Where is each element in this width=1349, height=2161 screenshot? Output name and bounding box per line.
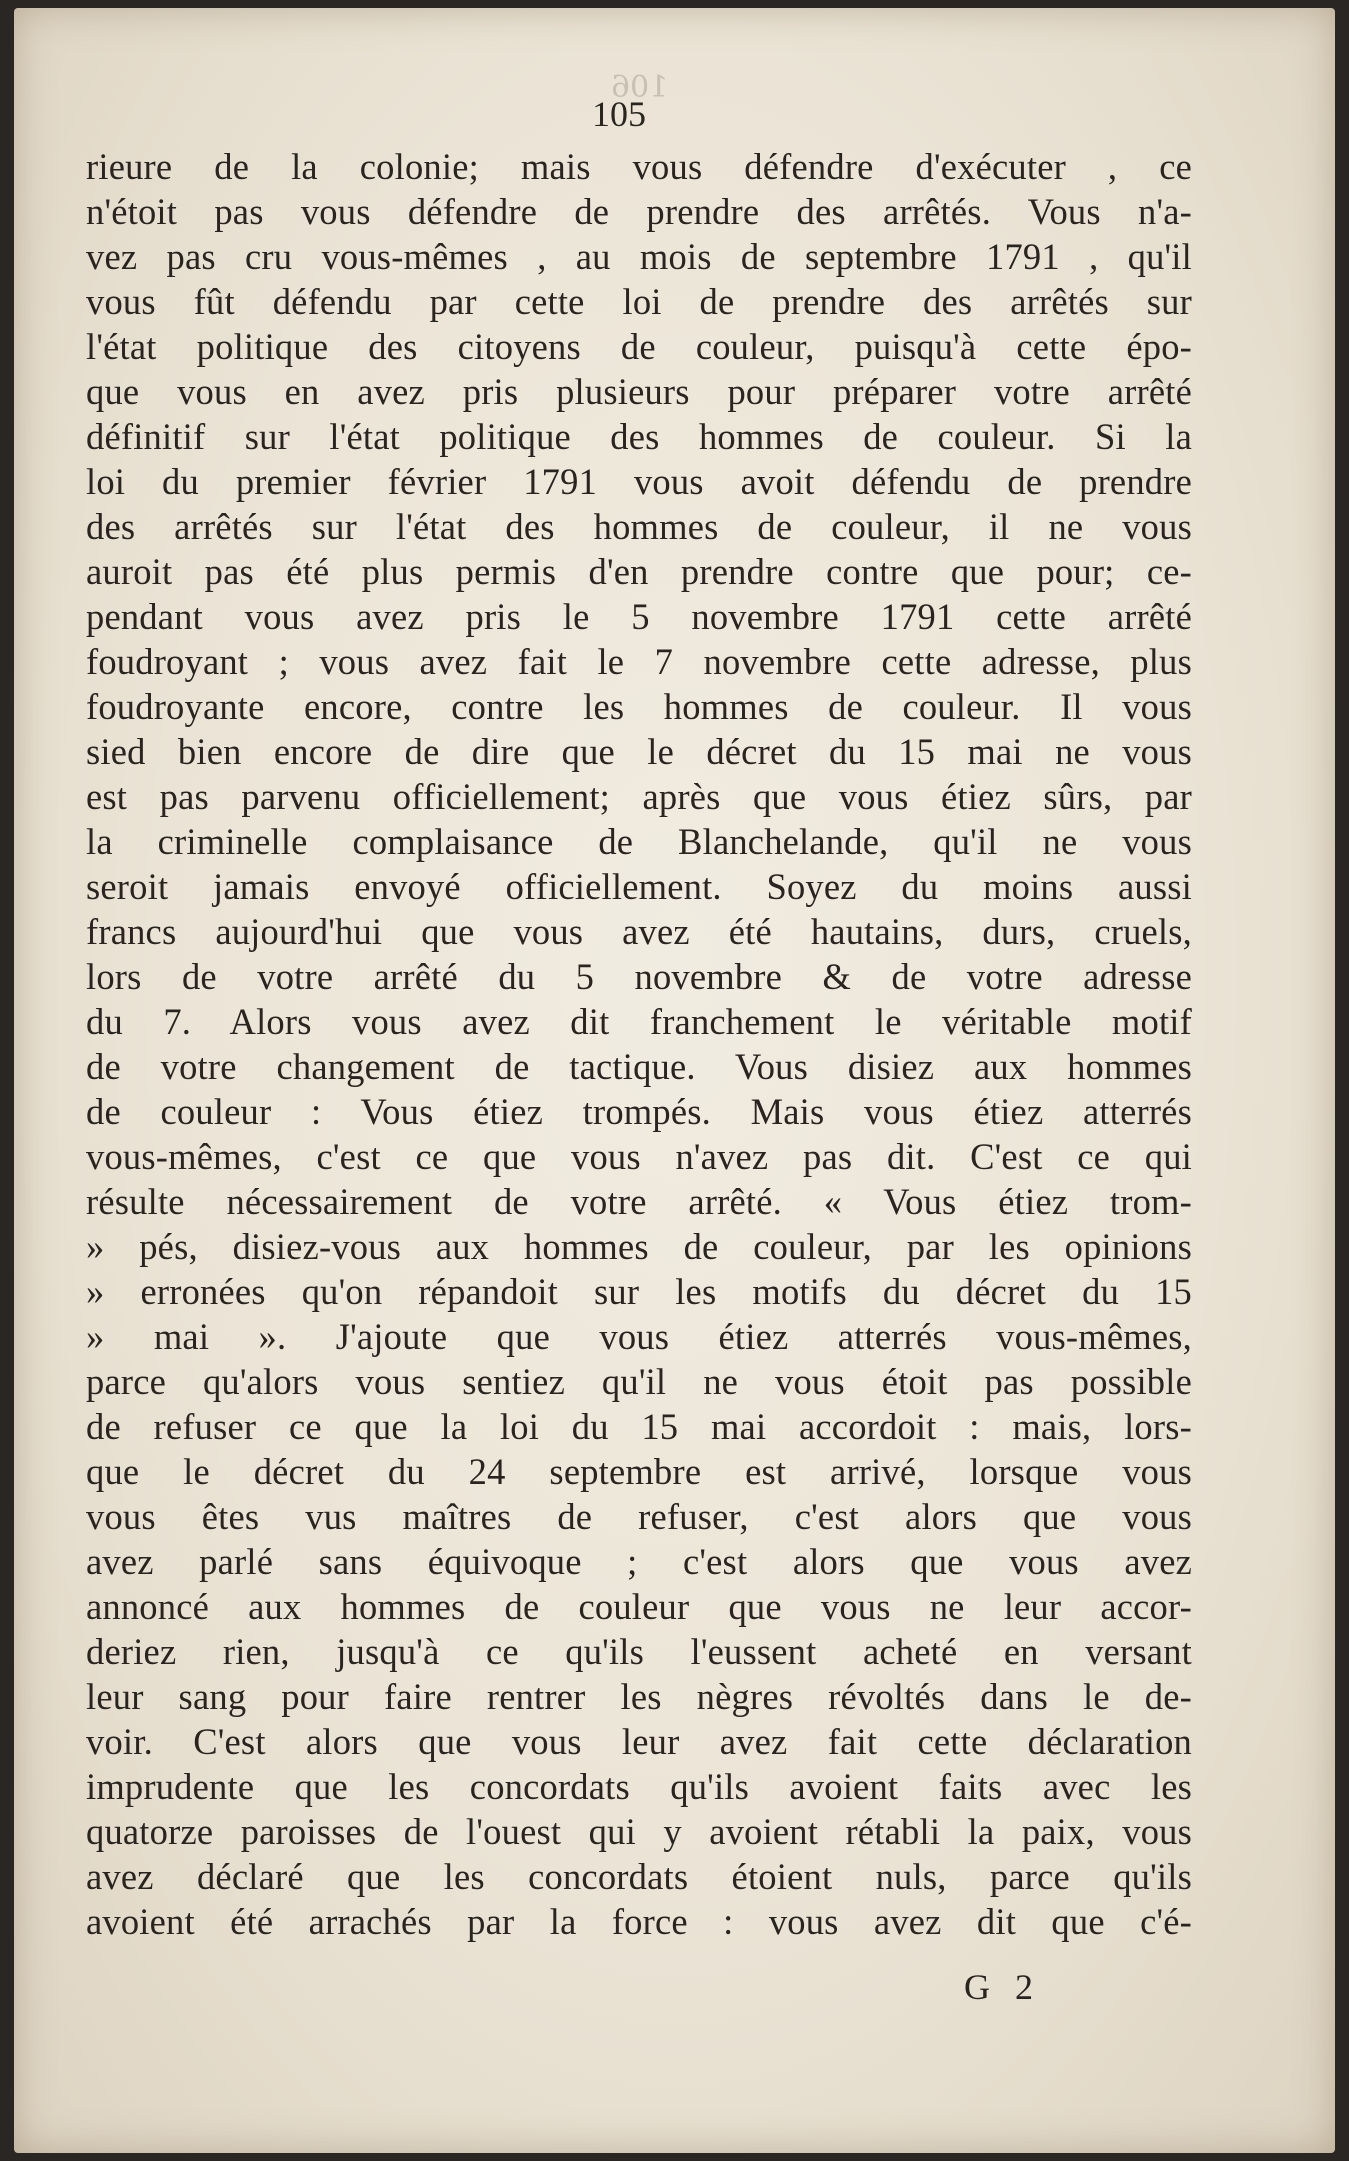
text-line: imprudente que les concordats qu'ils avoient faits avec les <box>86 1766 1192 1807</box>
text-line: annoncé aux hommes de couleur que vous ne leur accor- <box>86 1586 1192 1627</box>
text-line: pendant vous avez pris le 5 novembre 1791 cette arrêté <box>86 596 1192 637</box>
text-line: avez parlé sans équivoque ; c'est alors que vous avez <box>86 1541 1192 1582</box>
text-line: foudroyant ; vous avez fait le 7 novembre cette adresse, plus <box>86 641 1192 682</box>
bleed-through-page-number: 106 <box>611 70 669 105</box>
text-line: auroit pas été plus permis d'en prendre contre que pour; ce- <box>86 551 1192 592</box>
text-line: n'étoit pas vous défendre de prendre des arrêtés. Vous n'a- <box>86 191 1192 232</box>
text-line: est pas parvenu officiellement; après que vous étiez sûrs, par <box>86 776 1192 817</box>
text-line: de votre changement de tactique. Vous disiez aux hommes <box>86 1046 1192 1087</box>
text-line: vous êtes vus maîtres de refuser, c'est alors que vous <box>86 1496 1192 1537</box>
text-line: du 7. Alors vous avez dit franchement le véritable motif <box>86 1001 1192 1042</box>
text-line: sied bien encore de dire que le décret du 15 mai ne vous <box>86 731 1192 772</box>
text-line: vous-mêmes, c'est ce que vous n'avez pas dit. C'est ce qui <box>86 1136 1192 1177</box>
text-line: de couleur : Vous étiez trompés. Mais vous étiez atterrés <box>86 1091 1192 1132</box>
text-line: rieure de la colonie; mais vous défendre d'exécuter , ce <box>86 146 1192 187</box>
text-line: voir. C'est alors que vous leur avez fait cette déclaration <box>86 1721 1192 1762</box>
text-line: » pés, disiez-vous aux hommes de couleur, par les opinions <box>86 1226 1192 1267</box>
text-line: de refuser ce que la loi du 15 mai accordoit : mais, lors- <box>86 1406 1192 1447</box>
text-line: la criminelle complaisance de Blanchelande, qu'il ne vous <box>86 821 1192 862</box>
text-line: que vous en avez pris plusieurs pour préparer votre arrêté <box>86 371 1192 412</box>
text-line: avez déclaré que les concordats étoient nuls, parce qu'ils <box>86 1856 1192 1897</box>
text-line: que le décret du 24 septembre est arrivé, lorsque vous <box>86 1451 1192 1492</box>
signature-mark: G 2 <box>964 1967 1041 2007</box>
text-line: résulte nécessairement de votre arrêté. « Vous étiez trom- <box>86 1181 1192 1222</box>
text-line: parce qu'alors vous sentiez qu'il ne vous étoit pas possible <box>86 1361 1192 1402</box>
text-line: avoient été arrachés par la force : vous avez dit que c'é- <box>86 1901 1192 1942</box>
text-line: foudroyante encore, contre les hommes de couleur. Il vous <box>86 686 1192 727</box>
text-line: lors de votre arrêté du 5 novembre & de votre adresse <box>86 956 1192 997</box>
text-line: deriez rien, jusqu'à ce qu'ils l'eussent acheté en versant <box>86 1631 1192 1672</box>
text-line: » mai ». J'ajoute que vous étiez atterrés vous-mêmes, <box>86 1316 1192 1357</box>
text-line: vez pas cru vous-mêmes , au mois de septembre 1791 , qu'il <box>86 236 1192 277</box>
text-line: l'état politique des citoyens de couleur, puisqu'à cette épo- <box>86 326 1192 367</box>
text-line: seroit jamais envoyé officiellement. Soyez du moins aussi <box>86 866 1192 907</box>
text-line: francs aujourd'hui que vous avez été hautains, durs, cruels, <box>86 911 1192 952</box>
body-text <box>86 144 1192 1944</box>
text-line: des arrêtés sur l'état des hommes de couleur, il ne vous <box>86 506 1192 547</box>
text-line: » erronées qu'on répandoit sur les motifs du décret du 15 <box>86 1271 1192 1312</box>
page-number: 105 <box>592 94 646 134</box>
text-line: quatorze paroisses de l'ouest qui y avoient rétabli la paix, vous <box>86 1811 1192 1852</box>
book-page <box>14 8 1335 2153</box>
text-line: leur sang pour faire rentrer les nègres révoltés dans le de- <box>86 1676 1192 1717</box>
text-line: loi du premier février 1791 vous avoit défendu de prendre <box>86 461 1192 502</box>
text-line: vous fût défendu par cette loi de prendre des arrêtés sur <box>86 281 1192 322</box>
text-line: définitif sur l'état politique des hommes de couleur. Si la <box>86 416 1192 457</box>
